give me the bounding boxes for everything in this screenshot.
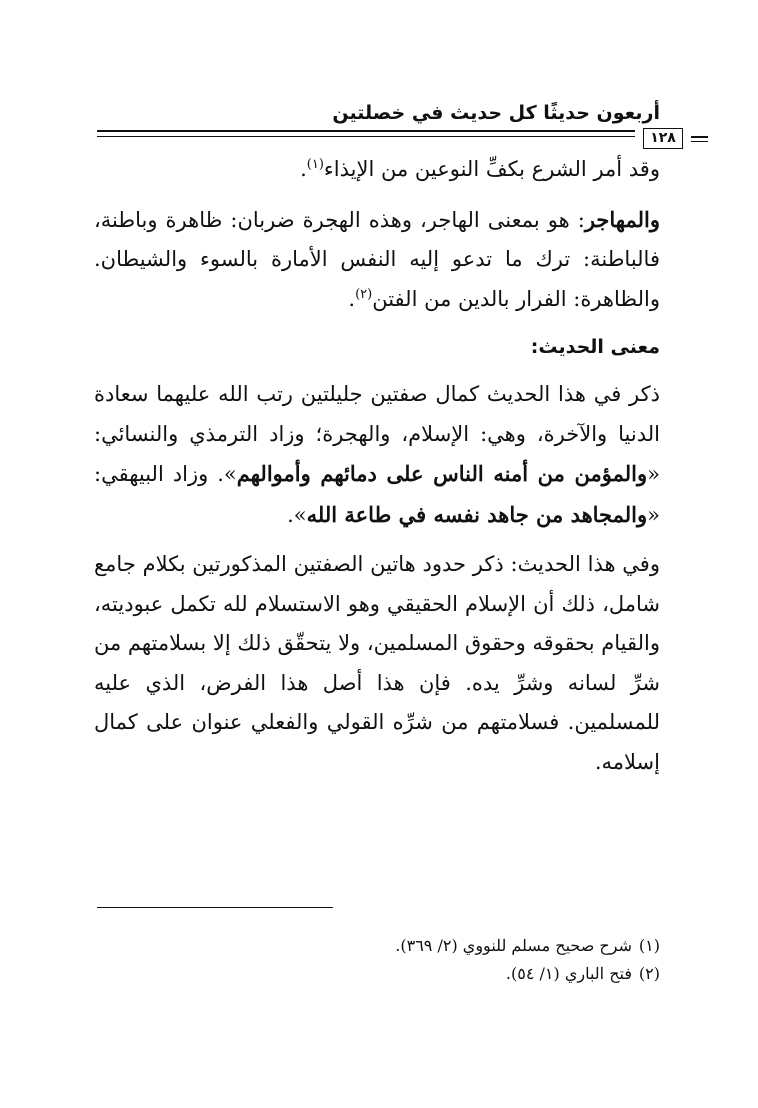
paragraph-3-text-a: ذكر في هذا الحديث كمال صفتين جليلتين رتب الله عليهما سعادة الدنيا والآخرة، وهي: الإسلام، والهجرة؛ وزاد الترمذي والنسائي: « bbox=[94, 382, 660, 486]
page-number-frame bbox=[635, 127, 691, 149]
page-number-dash-thin bbox=[690, 141, 708, 142]
paragraph-1-end: . bbox=[300, 157, 307, 181]
footnote-ref-1[interactable]: (١) bbox=[306, 157, 324, 172]
paragraph-4: وفي هذا الحديث: ذكر حدود هاتين الصفتين المذكورتين بكلام جامع شامل، ذلك أن الإسلام الحقيقي وهو الاستسلام لله تكمل عبوديته، والقيام بحقوقه وحقوق المسلمين، ولا يتحقّق ذلك إلا بسلامتهم من شرِّ لسانه وشرِّ يده. فإن هذا أصل هذا الفرض، الذي عليه للمسلمين. فسلامتهم من شرِّه القولي والفعلي عنوان على كمال إسلامه. bbox=[93, 552, 660, 774]
footnote-1 bbox=[94, 932, 660, 960]
footnote-1-number: (١) bbox=[638, 936, 660, 955]
footnote-2-text: فتح الباري (١/ ٥٤). bbox=[505, 964, 632, 983]
page-number-dash bbox=[690, 136, 708, 138]
section-heading: معنى الحديث: bbox=[530, 336, 660, 358]
footnote-2-number: (٢) bbox=[638, 964, 660, 983]
header-rule-thin bbox=[97, 136, 660, 137]
paragraph-2-text: : هو بمعنى الهاجر، وهذه الهجرة ضربان: ظاهرة وباطنة، فالباطنة: ترك ما تدعو إليه النفس الأمارة بالسوء والشيطان. والظاهرة: الفرار بالدين من الفتن bbox=[94, 207, 660, 311]
footnote-2 bbox=[94, 960, 660, 988]
paragraph-3 bbox=[94, 375, 660, 535]
paragraph-1-text: وقد أمر الشرع بكفِّ النوعين من الإيذاء bbox=[323, 157, 660, 181]
footnote-1-text: شرح صحيح مسلم للنووي (٢/ ٣٦٩). bbox=[395, 936, 632, 955]
header-rule-thick bbox=[97, 130, 660, 132]
hadith-quote-2: والمجاهد من جاهد نفسه في طاعة الله bbox=[306, 501, 648, 527]
paragraph-3-text-b: ». وزاد البيهقي: « bbox=[94, 462, 660, 527]
paragraph-1 bbox=[94, 150, 660, 190]
footnote-ref-2[interactable]: (٢) bbox=[355, 286, 373, 302]
paragraph-2-lead: والمهاجر bbox=[584, 206, 660, 232]
running-title: أربعون حديثًا كل حديث في خصلتين bbox=[332, 102, 660, 124]
paragraph-2 bbox=[94, 200, 660, 320]
paragraph-2-end: . bbox=[348, 286, 356, 311]
page-number: ١٢٨ bbox=[643, 128, 683, 149]
footnote-separator bbox=[97, 907, 333, 908]
hadith-quote-1: والمؤمن من أمنه الناس على دمائهم وأموالهم bbox=[236, 461, 648, 486]
paragraph-3-text-c: ». bbox=[287, 502, 307, 527]
footnotes bbox=[94, 932, 660, 988]
body-text bbox=[94, 150, 660, 782]
